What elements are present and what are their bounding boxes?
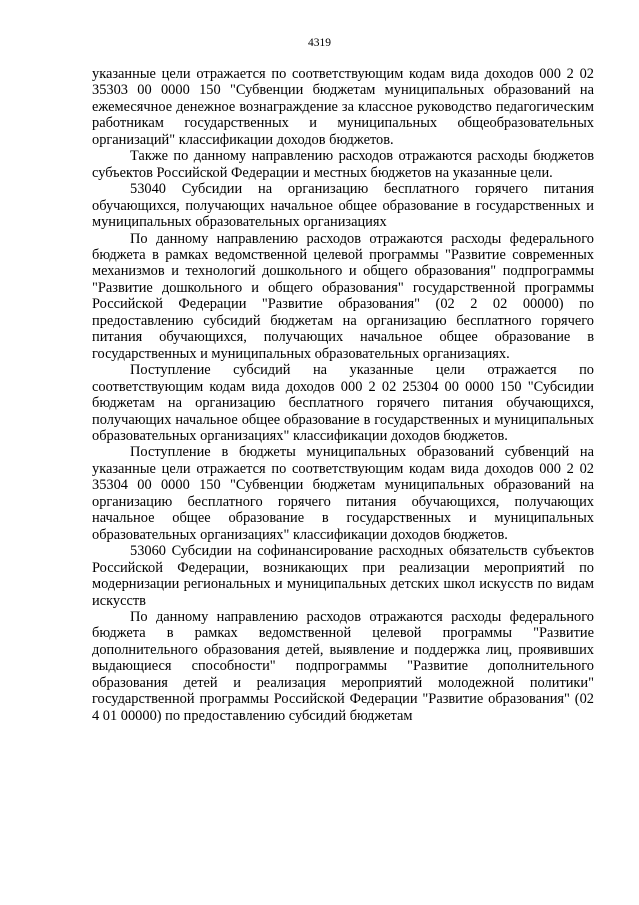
paragraph: Также по данному направлению расходов отражаются расходы бюджетов субъектов Российской Федерации и местных бюджетов на указанные цели. — [92, 148, 594, 181]
paragraph: Поступление субсидий на указанные цели отражается по соответствующим кодам вида доходов 000 2 02 25304 00 0000 150 "Субсидии бюджетам на организацию бесплатного горячего питания обучающихся, получающих начальное общее образование в государственных и муниципальных образовательных организациях" классификации доходов бюджетов. — [92, 362, 594, 444]
page-number: 4319 — [308, 37, 331, 49]
document-body — [92, 66, 594, 724]
paragraph: Поступление в бюджеты муниципальных образований субвенций на указанные цели отражается по соответствующим кодам вида доходов 000 2 02 35304 00 0000 150 "Субвенции бюджетам муниципальных образований на организацию бесплатного горячего питания обучающихся, получающих начальное общее образование в государственных и муниципальных образовательных организациях" классификации доходов бюджетов. — [92, 444, 594, 543]
paragraph: По данному направлению расходов отражаются расходы федерального бюджета в рамках ведомственной целевой программы "Развитие дополнительного образования детей, выявление и поддержка лиц, проявивших выдающиеся способности" подпрограммы "Развитие дополнительного образования детей и реализация мероприятий молодежной политики" государственной программы Российской Федерации "Развитие образования" (02 4 01 00000) по предоставлению субсидий бюджетам — [92, 608, 594, 724]
section-heading-53060: 53060 Субсидии на софинансирование расходных обязательств субъектов Российской Федерации, возникающих при реализации мероприятий по модернизации региональных и муниципальных детских школ искусств по видам искусств — [92, 543, 594, 609]
paragraph-continuation: указанные цели отражается по соответствующим кодам вида доходов 000 2 02 35303 00 0000 150 "Субвенции бюджетам муниципальных образований на ежемесячное денежное вознаграждение за классное руководство педагогическим работникам государственных и муниципальных общеобразовательных организаций" классификации доходов бюджетов. — [92, 66, 594, 148]
paragraph: По данному направлению расходов отражаются расходы федерального бюджета в рамках ведомственной целевой программы "Развитие современных механизмов и технологий дошкольного и общего образования" подпрограммы "Развитие дошкольного и общего образования" государственной программы Российской Федерации "Развитие образования" (02 2 02 00000) по предоставлению субсидий бюджетам на организацию бесплатного горячего питания обучающихся, получающих начальное общее образование в государственных и муниципальных образовательных организациях. — [92, 230, 594, 362]
section-heading-53040: 53040 Субсидии на организацию бесплатного горячего питания обучающихся, получающих начальное общее образование в государственных и муниципальных образовательных организациях — [92, 181, 594, 231]
